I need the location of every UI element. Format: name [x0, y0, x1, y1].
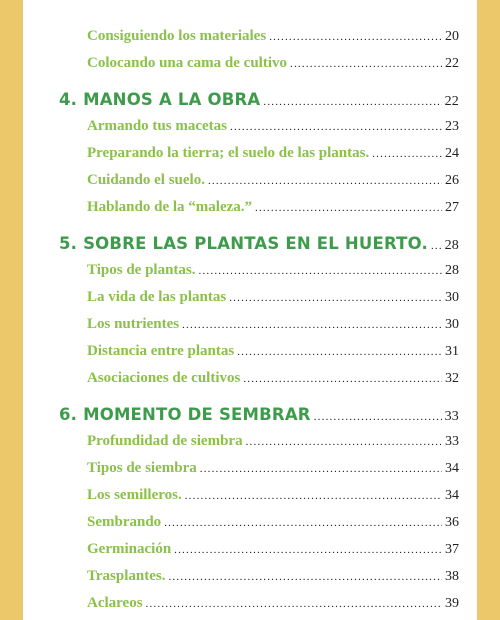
toc-entry-title: Tipos de siembra [87, 460, 197, 476]
toc-entry-page: 26 [445, 173, 459, 188]
toc-entry[interactable] [87, 316, 459, 333]
toc-entry[interactable] [87, 595, 459, 612]
toc-entry[interactable] [87, 118, 459, 135]
dot-leader [174, 544, 442, 556]
toc-entry-page: 31 [445, 344, 459, 359]
toc-entry-page: 37 [445, 542, 459, 557]
toc-entry[interactable] [87, 370, 459, 387]
toc-entry-page: 34 [445, 461, 459, 476]
toc-entry-title: Preparando la tierra; el suelo de las plantas. [87, 145, 370, 161]
dot-leader [146, 598, 442, 610]
dot-leader [230, 121, 442, 133]
toc-entry[interactable] [87, 55, 459, 72]
toc-entry[interactable] [87, 172, 459, 189]
toc-entry-title: Tipos de plantas. [87, 262, 196, 278]
toc-entry-title: Armando tus macetas [87, 118, 227, 134]
toc-entry-title: Colocando una cama de cultivo [87, 55, 288, 71]
toc-entry-title: Los nutrientes [87, 316, 180, 332]
toc-entry-page: 28 [444, 238, 459, 253]
toc-entry-page: 30 [445, 317, 459, 332]
toc-entry-page: 38 [445, 569, 459, 584]
toc-entry[interactable] [87, 262, 459, 279]
toc-chapter-title: 5. SOBRE LAS PLANTAS EN EL HUERTO. [59, 234, 428, 253]
toc-entry-page: 33 [445, 434, 459, 449]
toc-entry[interactable] [87, 145, 459, 162]
toc-entry-page: 20 [445, 29, 459, 44]
toc-entry-title: Profundidad de siembra [87, 433, 243, 449]
dot-leader [372, 148, 442, 160]
toc-entry-page: 36 [445, 515, 459, 530]
toc-entry[interactable] [87, 568, 459, 585]
toc-chapter-heading[interactable] [59, 405, 459, 425]
toc-entry-page: 34 [445, 488, 459, 503]
toc-entry-title: Hablando de la “maleza.” [87, 199, 253, 215]
dot-leader [290, 58, 442, 70]
toc-entry-page: 22 [445, 56, 459, 71]
toc-entry[interactable] [87, 514, 459, 531]
dot-leader [263, 96, 441, 108]
toc-entry-page: 32 [445, 371, 459, 386]
toc-entry[interactable] [87, 289, 459, 306]
toc-entry[interactable] [87, 343, 459, 360]
toc-entry-title: Los semilleros. [87, 487, 182, 503]
toc-entry-page: 27 [445, 200, 459, 215]
dot-leader [185, 490, 442, 502]
toc-entry-title: Consiguiendo los materiales [87, 28, 267, 44]
toc-entry-title: La vida de las plantas [87, 289, 227, 305]
toc-entry[interactable] [87, 541, 459, 558]
toc-chapter-heading[interactable] [59, 90, 459, 110]
toc-entry[interactable] [87, 28, 459, 45]
dot-leader [431, 240, 442, 252]
toc-entry-page: 39 [445, 596, 459, 611]
toc-entry-title: Distancia entre plantas [87, 343, 235, 359]
dot-leader [255, 202, 442, 214]
dot-leader [269, 31, 442, 43]
toc-entry[interactable] [87, 199, 459, 216]
dot-leader [229, 292, 442, 304]
toc-entry-title: Cuidando el suelo. [87, 172, 205, 188]
toc-entry-title: Trasplantes. [87, 568, 166, 584]
toc-entry[interactable] [87, 460, 459, 477]
dot-leader [246, 436, 442, 448]
dot-leader [200, 463, 442, 475]
toc-entry-title: Aclareos [87, 595, 143, 611]
toc-entry-title: Sembrando [87, 514, 162, 530]
dot-leader [208, 175, 442, 187]
dot-leader [182, 319, 442, 331]
toc-entry-page: 30 [445, 290, 459, 305]
dot-leader [168, 571, 442, 583]
toc-entry-title: Germinación [87, 541, 172, 557]
dot-leader [237, 346, 442, 358]
dot-leader [199, 265, 442, 277]
toc-entry-page: 33 [444, 409, 459, 424]
toc-entry-title: Asociaciones de cultivos [87, 370, 241, 386]
toc-chapter-heading[interactable] [59, 234, 459, 254]
toc-entry[interactable] [87, 487, 459, 504]
dot-leader [243, 373, 442, 385]
toc-entry-page: 24 [445, 146, 459, 161]
dot-leader [314, 411, 442, 423]
dot-leader [164, 517, 442, 529]
toc-entry[interactable] [87, 433, 459, 450]
toc-page [23, 0, 477, 620]
toc-entry-page: 23 [445, 119, 459, 134]
toc-chapter-title: 6. MOMENTO DE SEMBRAR [59, 405, 311, 424]
toc-entry-page: 28 [445, 263, 459, 278]
toc-entry-page: 22 [444, 94, 459, 109]
toc-chapter-title: 4. MANOS A LA OBRA [59, 90, 261, 109]
